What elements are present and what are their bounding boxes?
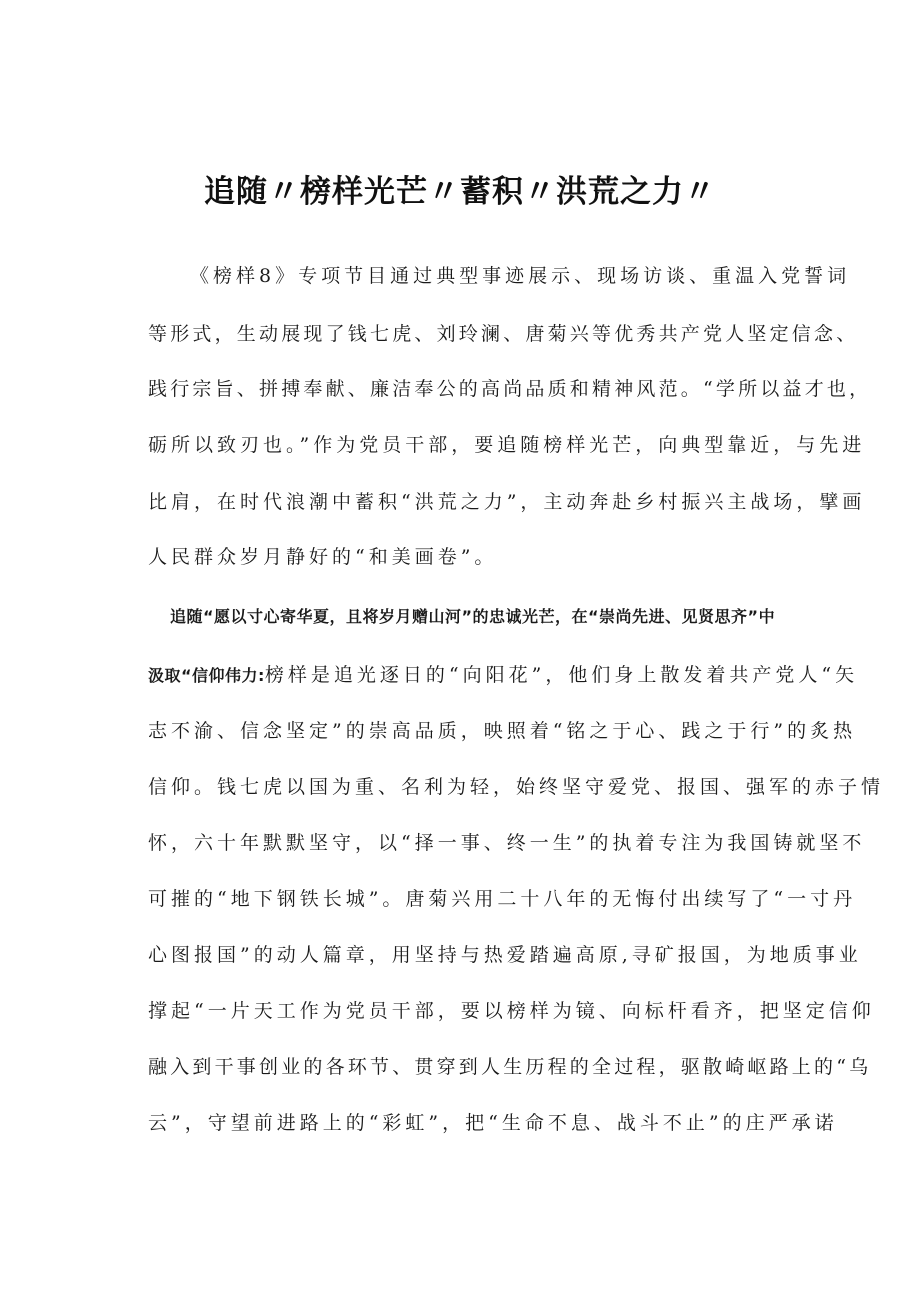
paragraph-2-line: 融入到干事创业的各环节、贯穿到人生历程的全过程，驱散崎岖路上的“乌: [148, 1056, 872, 1078]
paragraph-2-line: 志不渝、信念坚定”的崇高品质，映照着“铭之于心、践之于行”的炙热: [148, 720, 857, 742]
paragraph-1-line: 《榜样8》专项节目通过典型事迹展示、现场访谈、重温入党誓词: [190, 265, 851, 287]
paragraph-2-line: 追随“愿以寸心寄华夏，且将岁月赠山河”的忠诚光芒，在“崇尚先进、见贤思齐”中: [170, 607, 776, 626]
paragraph-1-line: 等形式，生动展现了钱七虎、刘玲澜、唐菊兴等优秀共产党人坚定信念、: [148, 323, 859, 345]
paragraph-2-line: 云”，守望前进路上的“彩虹”，把“生命不息、战斗不止”的庄严承诺: [148, 1112, 838, 1134]
paragraph-1-line: 人民群众岁月静好的“和美画卷”。: [148, 546, 498, 568]
paragraph-2-line: 撑起“一片天工作为党员干部，要以榜样为镜、向标杆看齐，把坚定信仰: [148, 1000, 875, 1022]
paragraph-1-line: 砺所以致刃也。”作为党员干部，要追随榜样光芒，向典型靠近，与先进: [148, 434, 866, 456]
paragraph-2-line: 怀，六十年默默坚守，以“择一事、终一生”的执着专注为我国铸就坚不: [148, 832, 866, 854]
document-title: 追随〃榜样光芒〃蓄积〃洪荒之力〃: [204, 174, 716, 210]
paragraph-2-line: 信仰。钱七虎以国为重、名利为轻，始终坚守爱党、报国、强军的赤子情: [148, 776, 885, 798]
paragraph-1-line: 践行宗旨、拼搏奉献、廉洁奉公的高尚品质和精神风范。“学所以益才也，: [148, 378, 872, 400]
paragraph-2-line: 可摧的“地下钢铁长城”。唐菊兴用二十八年的无悔付出续写了“一寸丹: [148, 888, 857, 910]
paragraph-2-line: 心图报国”的动人篇章，用坚持与热爱踏遍高原,寻矿报国，为地质事业: [148, 944, 862, 966]
paragraph-1-line: 比肩，在时代浪潮中蓄积“洪荒之力”，主动奔赴乡村振兴主战场，擘画: [148, 491, 866, 513]
paragraph-2-line: [148, 660, 858, 687]
paragraph-2-serif-segment: 榜样是追光逐日的“向阳花”，他们身上散发着共产党人“矢: [264, 664, 859, 686]
paragraph-2-sans-segment: 汲取“信仰伟力:: [148, 666, 265, 685]
